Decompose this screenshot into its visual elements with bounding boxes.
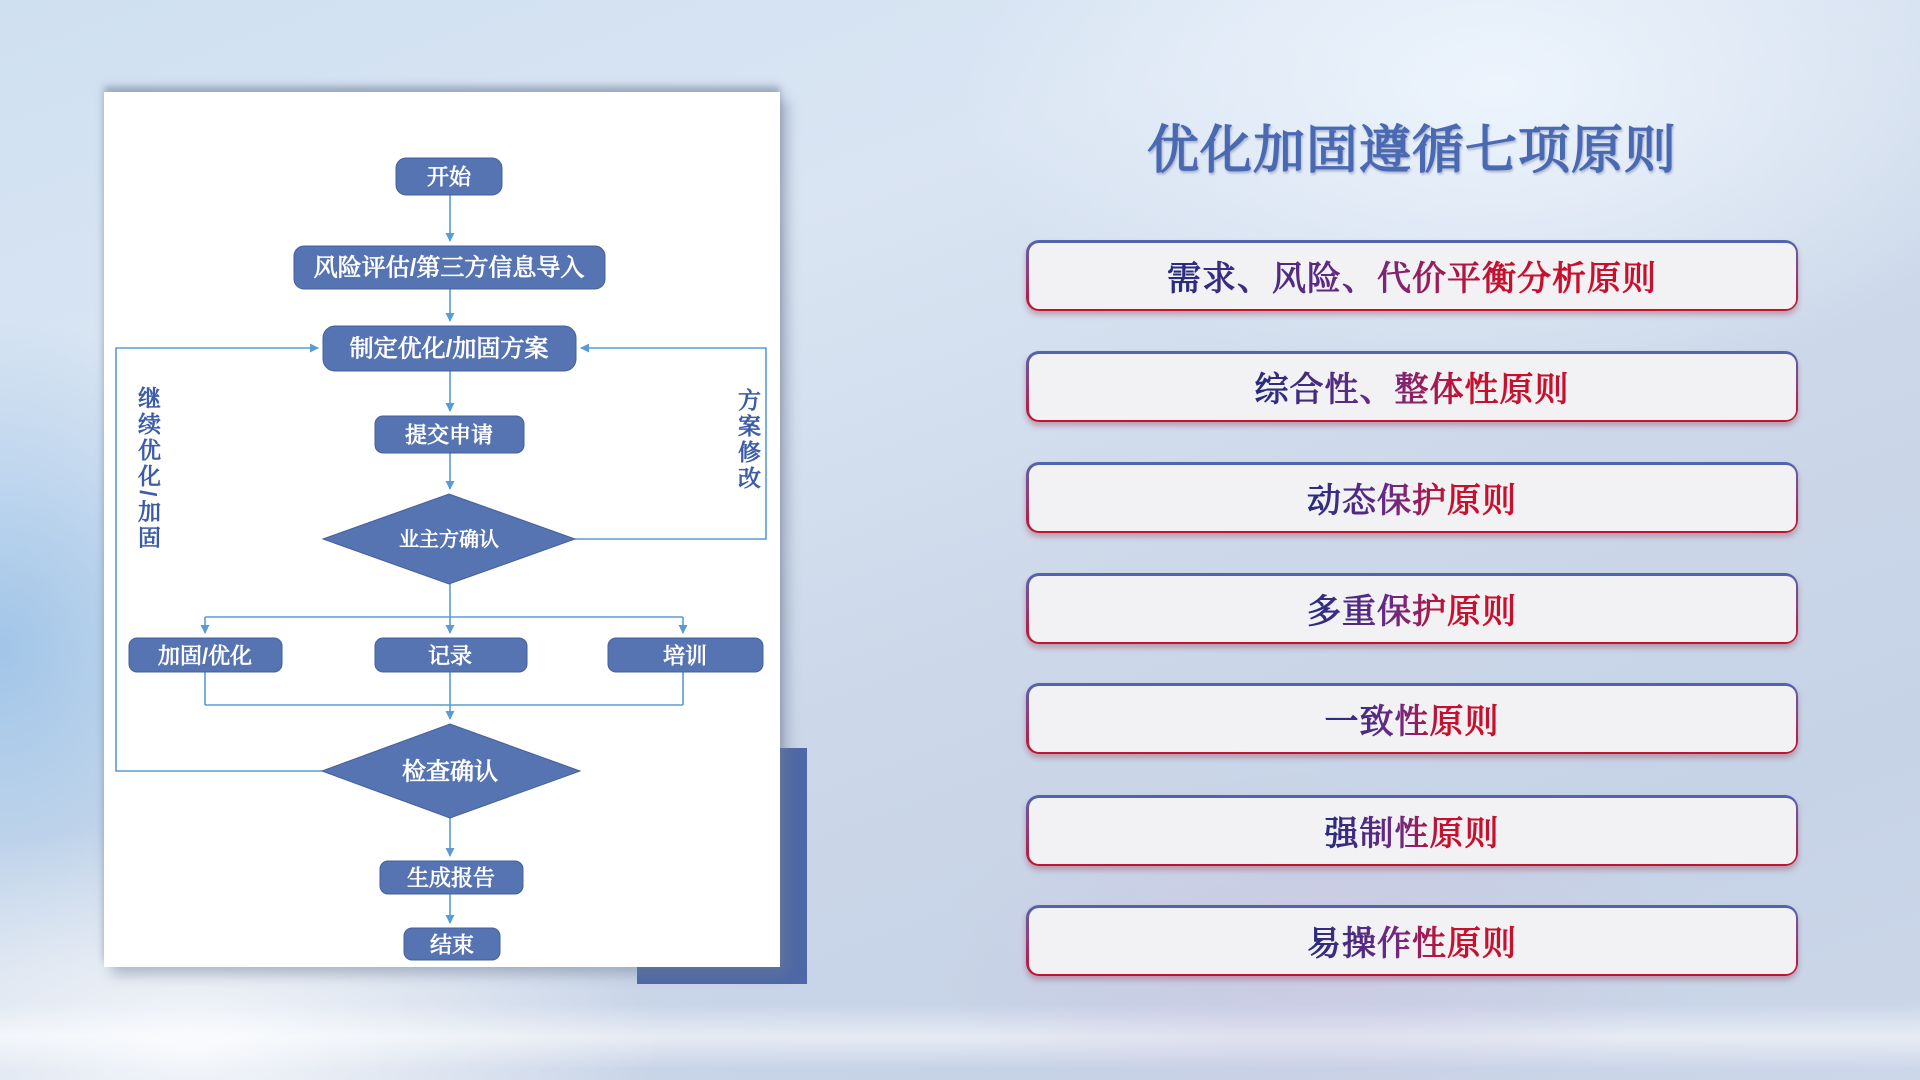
submit-node-label: 提交申请 — [404, 422, 494, 448]
principle-label-3: 动态保护原则 — [1307, 473, 1517, 522]
flowchart-card — [104, 92, 780, 967]
page-title: 优化加固遵循七项原则 — [1146, 122, 1677, 180]
make-plan-node-label: 制定优化/加固方案 — [349, 335, 549, 363]
report-node-label: 生成报告 — [406, 865, 496, 891]
right-loop-label: 方案修改 — [735, 388, 761, 492]
principle-box-1 — [1026, 240, 1798, 311]
check-confirm-diamond-label: 检查确认 — [402, 758, 498, 786]
left-loop-label: 继续优化/加固 — [135, 386, 161, 552]
principle-label-6: 强制性原则 — [1325, 806, 1500, 855]
principle-label-5: 一致性原则 — [1325, 694, 1500, 743]
principle-label-2: 综合性、整体性原则 — [1255, 362, 1570, 411]
principle-box-2 — [1026, 351, 1798, 422]
record-node-label: 记录 — [427, 643, 473, 669]
reinforce-node-label: 加固/优化 — [157, 643, 253, 669]
principle-box-4 — [1026, 573, 1798, 644]
principle-box-3 — [1026, 462, 1798, 533]
principle-label-1: 需求、风险、代价平衡分析原则 — [1167, 251, 1657, 300]
training-node-label: 培训 — [662, 643, 708, 669]
principle-box-5 — [1026, 683, 1798, 754]
principle-box-6 — [1026, 795, 1798, 866]
principle-box-7 — [1026, 905, 1798, 976]
start-node-label: 开始 — [426, 164, 472, 190]
end-node-label: 结束 — [429, 932, 475, 958]
flowchart-diagram — [104, 92, 780, 967]
principle-label-7: 易操作性原则 — [1307, 916, 1517, 965]
owner-confirm-diamond-label: 业主方确认 — [399, 529, 499, 551]
principle-label-4: 多重保护原则 — [1307, 584, 1517, 633]
risk-import-node-label: 风险评估/第三方信息导入 — [313, 254, 585, 282]
